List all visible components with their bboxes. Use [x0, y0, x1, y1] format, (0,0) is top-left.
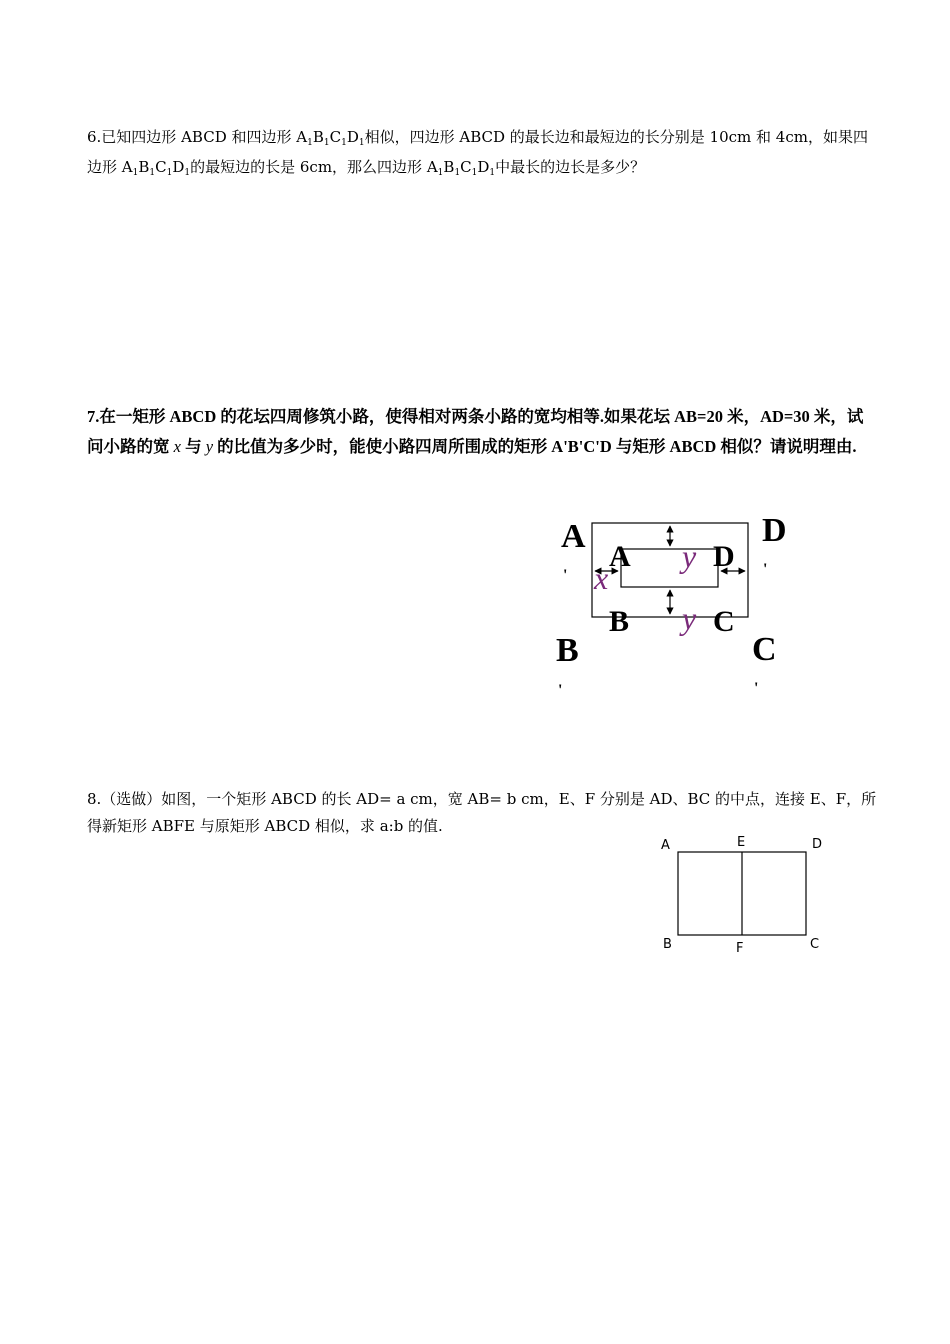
- question-8: 8.（选做）如图，一个矩形 ABCD 的长 AD= a cm，宽 AB= b cm，E、F 分别是 AD、BC 的中点，连接 E、F，所得新矩形 ABFE 与原矩形 ABCD 相似，求 a:b 的值.: [87, 790, 877, 835]
- outer-label-b: B: [556, 632, 579, 669]
- q7-figure: [556, 512, 787, 699]
- label-f: F: [736, 941, 744, 956]
- var-x-label: x: [594, 560, 609, 596]
- q6-text-mid2: 的最短边的长是 6cm，那么四边形: [190, 158, 427, 176]
- quad-a1b1c1d1-1: $A_1B_1C_1D_1$: [296, 128, 365, 148]
- q7-text-2: 与: [180, 437, 206, 456]
- q6-text-mid1: 相似，四边形 ABCD 的最长边和最短边的长分别是 10cm 和 4cm，如果四边形: [87, 128, 868, 176]
- q7-text-1: 7.在一矩形 ABCD 的花坛四周修筑小路，使得相对两条小路的宽均相等.如果花坛 AB=20 米，AD=30 米，试问小路的宽: [87, 407, 864, 456]
- q6-text-end: 中最长的边长是多少？: [495, 158, 646, 176]
- label-c: C: [810, 937, 820, 952]
- var-y-label-top: y: [682, 538, 697, 574]
- q7-var-x: x: [173, 437, 181, 456]
- prime-mark-d: ': [763, 561, 768, 578]
- inner-label-c: C: [713, 605, 735, 638]
- prime-mark-b: ': [558, 682, 563, 699]
- inner-label-d: D: [713, 540, 735, 573]
- prime-mark-c: ': [754, 680, 759, 697]
- label-a: A: [661, 838, 670, 853]
- var-y-label-bottom: y: [682, 600, 697, 636]
- outer-label-c: C: [752, 631, 777, 668]
- q6-text-intro: 6.已知四边形 ABCD 和四边形: [87, 128, 297, 146]
- label-d: D: [812, 837, 823, 852]
- q7-text-3: 的比值为多少时，能使小路四周所围成的矩形 A'B'C'D 与矩形 ABCD 相似？请说明理由.: [213, 437, 857, 456]
- inner-label-b: B: [609, 605, 630, 638]
- q7-var-y: y: [205, 437, 214, 456]
- inner-label-a: A: [609, 540, 631, 573]
- inner-rectangle: [621, 549, 718, 587]
- label-b: B: [663, 937, 672, 952]
- label-e: E: [737, 835, 746, 850]
- outer-label-a: A: [561, 518, 586, 555]
- prime-mark-a: ': [563, 567, 568, 584]
- outer-label-d: D: [762, 512, 787, 549]
- q8-figure: [661, 835, 822, 956]
- quad-a1b1c1d1-3: $A_1B_1C_1D_1$: [426, 158, 496, 178]
- quad-a1b1c1d1-2: $A_1B_1C_1D_1$: [121, 158, 191, 178]
